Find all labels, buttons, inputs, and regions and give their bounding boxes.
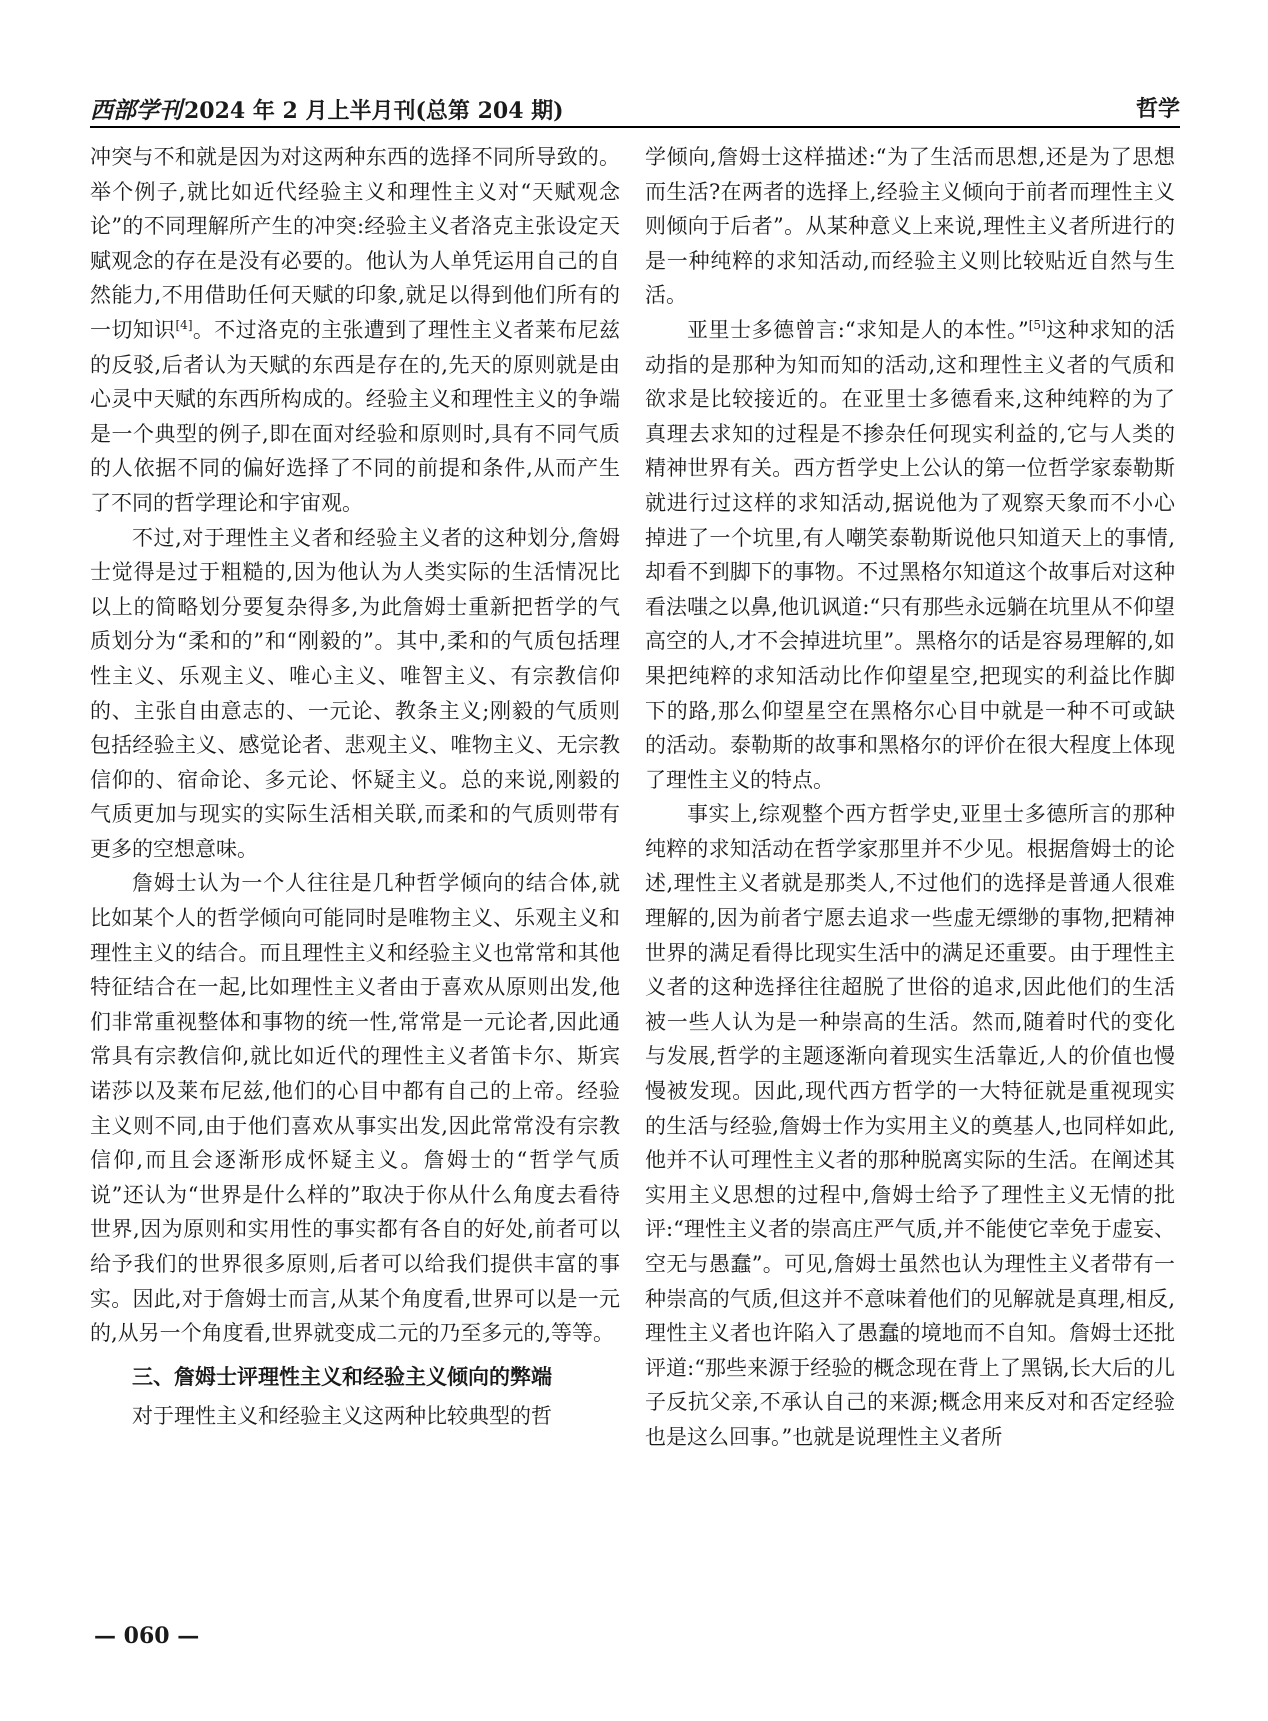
- journal-masthead: [90, 92, 564, 125]
- paragraph: 对于理性主义和经验主义这两种比较典型的哲: [132, 1403, 552, 1428]
- page-header: [90, 92, 1180, 128]
- citation-ref: [4]: [175, 317, 193, 332]
- paragraph-text: 亚里士多德曾言:“求知是人的本性。”: [687, 317, 1029, 342]
- paragraph: [645, 313, 1175, 797]
- paragraph: 不过,对于理性主义者和经验主义者的这种划分,詹姆士觉得是过于粗糙的,因为他认为人类实际的生活情况比以上的简略划分要复杂得多,为此詹姆士重新把哲学的气质划分为“柔和的”和“刚毅的”。其中,柔和的气质包括理性主义、乐观主义、唯心主义、唯智主义、有宗教信仰的、主张自由意志的、一元论、教条主义;刚毅的气质则包括经验主义、感觉论者、悲观主义、唯物主义、无宗教信仰的、宿命论、多元论、怀疑主义。总的来说,刚毅的气质更加与现实的实际生活相关联,而柔和的气质则带有更多的空想意味。: [90, 525, 620, 861]
- paragraph-text: 冲突与不和就是因为对这两种东西的选择不同所导致的。举个例子,就比如近代经验主义和理性主义对“天赋观念论”的不同理解所产生的冲突:经验主义者洛克主张设定天赋观念的存在是没有必要的。他认为人单凭运用自己的自然能力,不用借助任何天赋的印象,就足以得到他们所有的一切知识: [90, 145, 620, 342]
- citation-ref: [5]: [1028, 317, 1046, 332]
- header-rule: [90, 126, 1180, 128]
- paragraph-text: 。不过洛克的主张遭到了理性主义者莱布尼兹的反驳,后者认为天赋的东西是存在的,先天的原则就是由心灵中天赋的东西所构成的。经验主义和理性主义的争端是一个典型的例子,即在面对经验和原则时,具有不同气质的人依据不同的偏好选择了不同的前提和条件,从而产生了不同的哲学理论和宇宙观。: [90, 317, 620, 515]
- right-column: [645, 140, 1175, 1455]
- paragraph: 詹姆士认为一个人往往是几种哲学倾向的结合体,就比如某个人的哲学倾向可能同时是唯物主义、乐观主义和理性主义的结合。而且理性主义和经验主义也常常和其他特征结合在一起,比如理性主义者由于喜欢从原则出发,他们非常重视整体和事物的统一性,常常是一元论者,因此通常具有宗教信仰,就比如近代的理性主义者笛卡尔、斯宾诺莎以及莱布尼兹,他们的心目中都有自己的上帝。经验主义则不同,由于他们喜欢从事实出发,因此常常没有宗教信仰,而且会逐渐形成怀疑主义。詹姆士的“哲学气质说”还认为“世界是什么样的”取决于你从什么角度去看待世界,因为原则和实用性的事实都有各自的好处,前者可以给予我们的世界很多原则,后者可以给我们提供丰富的事实。因此,对于詹姆士而言,从某个角度看,世界可以是一元的,从另一个角度看,世界就变成二元的乃至多元的,等等。: [90, 871, 620, 1346]
- page-number: — 060 —: [94, 1623, 200, 1649]
- paragraph: [90, 140, 620, 521]
- section-heading: 三、詹姆士评理性主义和经验主义倾向的弊端: [132, 1364, 552, 1389]
- paragraph-text: 这种求知的活动指的是那种为知而知的活动,这和理性主义者的气质和欲求是比较接近的。在亚里士多德看来,这种纯粹的为了真理去求知的过程是不掺杂任何现实利益的,它与人类的精神世界有关。西方哲学史上公认的第一位哲学家泰勒斯就进行过这样的求知活动,据说他为了观察天象而不小心掉进了一个坑里,有人嘲笑泰勒斯说他只知道天上的事情,却看不到脚下的事物。不过黑格尔知道这个故事后对这种看法嗤之以鼻,他讥讽道:“只有那些永远躺在坑里从不仰望高空的人,才不会掉进坑里”。黑格尔的话是容易理解的,如果把纯粹的求知活动比作仰望星空,把现实的利益比作脚下的路,那么仰望星空在黑格尔心目中就是一种不可或缺的活动。泰勒斯的故事和黑格尔的评价在很大程度上体现了理性主义的特点。: [645, 317, 1176, 792]
- issue-info: 2024 年 2 月上半月刊(总第 204 期): [184, 98, 564, 124]
- paragraph: 事实上,综观整个西方哲学史,亚里士多德所言的那种纯粹的求知活动在哲学家那里并不少见。根据詹姆士的论述,理性主义者就是那类人,不过他们的选择是普通人很难理解的,因为前者宁愿去追求一些虚无缥缈的事物,把精神世界的满足看得比现实生活中的满足还重要。由于理性主义者的这种选择往往超脱了世俗的追求,因此他们的生活被一些人认为是一种崇高的生活。然而,随着时代的变化与发展,哲学的主题逐渐向着现实生活靠近,人的价值也慢慢被发现。因此,现代西方哲学的一大特征就是重视现实的生活与经验,詹姆士作为实用主义的奠基人,也同样如此,他并不认可理性主义者的那种脱离实际的生活。在阐述其实用主义思想的过程中,詹姆士给予了理性主义无情的批评:“理性主义者的崇高庄严气质,并不能使它幸免于虚妄、空无与愚蠢”。可见,詹姆士虽然也认为理性主义者带有一种崇高的气质,但这并不意味着他们的见解就是真理,相反,理性主义者也许陷入了愚蠢的境地而不自知。詹姆士还批评道:“那些来源于经验的概念现在背上了黑锅,长大后的儿子反抗父亲,不承认自己的来源;概念用来反对和否定经验也是这么回事。”也就是说理性主义者所: [645, 802, 1175, 1449]
- journal-logo: 西部学刊: [90, 97, 182, 124]
- paragraph: 学倾向,詹姆士这样描述:“为了生活而思想,还是为了思想而生活?在两者的选择上,经验主义倾向于前者而理性主义则倾向于后者”。从某种意义上来说,理性主义者所进行的是一种纯粹的求知活动,而经验主义则比较贴近自然与生活。: [645, 145, 1175, 308]
- left-column: [90, 140, 620, 1433]
- section-label: 哲学: [1135, 97, 1180, 122]
